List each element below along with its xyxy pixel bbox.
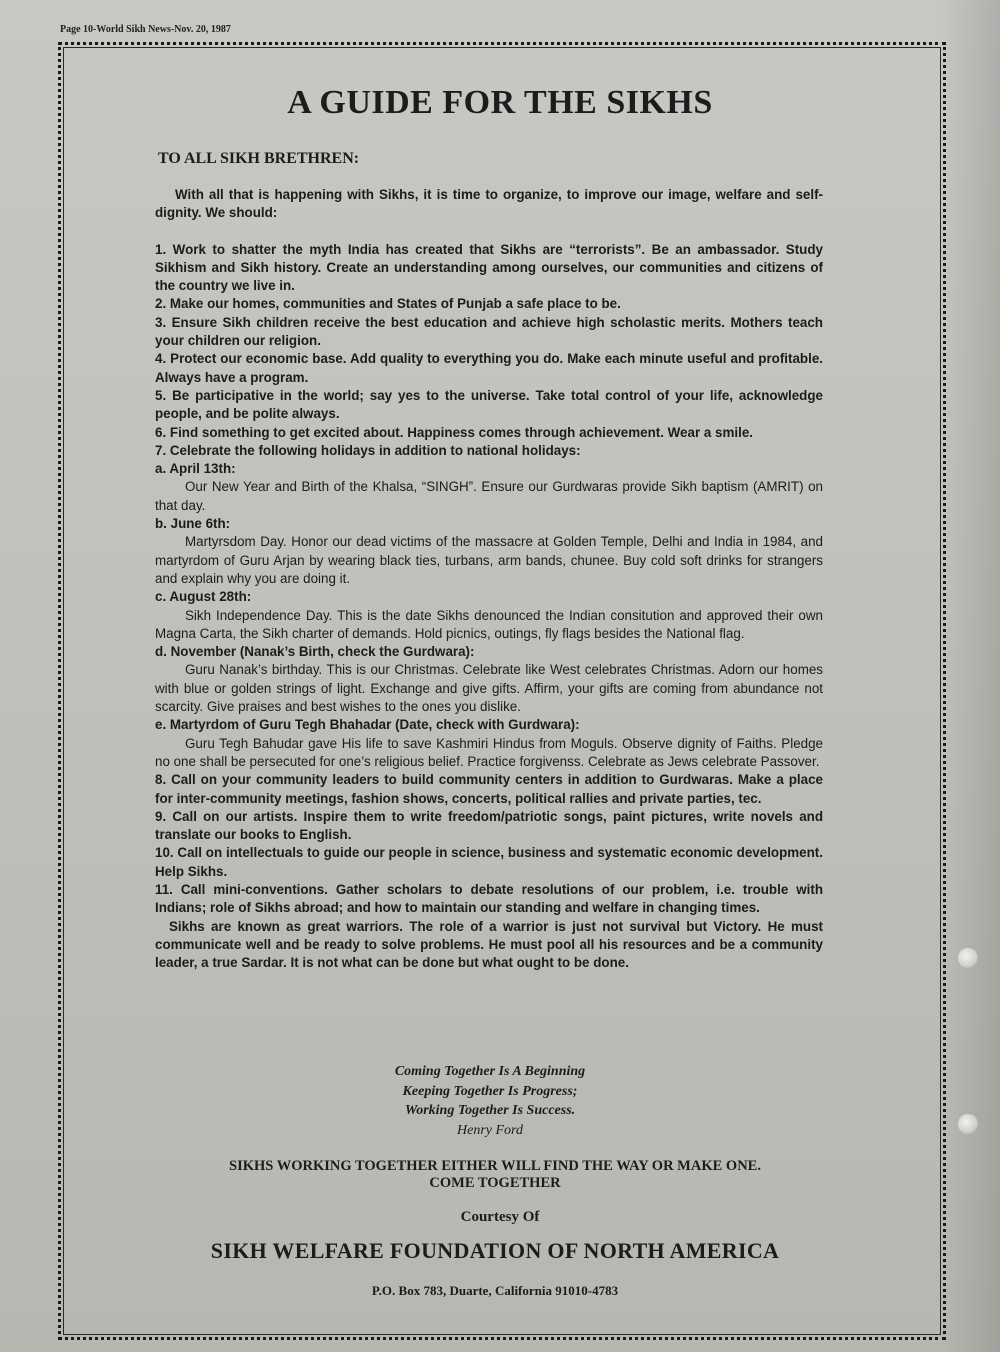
list-item: 10. Call on intellectuals to guide our people in science, business and systematic economic development. Help Sikhs. (155, 845, 823, 879)
list-item: 3. Ensure Sikh children receive the best education and achieve high scholastic merits. Mothers teach your children our religion. (155, 314, 823, 349)
slogan-line: COME TOGETHER (429, 1175, 561, 1191)
holiday-text: Sikh Independence Day. This is the date Sikhs denounced the Indian consitution and approved their own Magna Carta, the Sikh charter of demands. Hold picnics, outings, fly flags besides the National flag. (155, 607, 823, 641)
quote-line: Working Together Is Success. (404, 1103, 576, 1118)
holiday-heading: b. June 6th: (155, 516, 231, 532)
binder-hole (958, 948, 978, 968)
guide-body (155, 186, 823, 972)
list-item: 11. Call mini-conventions. Gather scholars to debate resolutions of our problem, i.e. trouble with Indians; role of Sikhs abroad; and how to maintain our standing and welfare in changing times. (155, 881, 823, 916)
henry-ford-quote (0, 1062, 980, 1140)
quote-line: Coming Together Is A Beginning (394, 1064, 586, 1079)
holiday-text: Martyrsdom Day. Honor our dead victims of the massacre at Golden Temple, Delhi and India in 1984, and martyrdom of Guru Arjan by wearing black ties, turbans, arm bands, chunee. Buy cold soft drinks for strangers and explain why you are doing it. (155, 534, 823, 586)
list-item: 7. Celebrate the following holidays in addition to national holidays: (155, 442, 581, 458)
holiday-heading: c. August 28th: (155, 589, 252, 605)
courtesy-label: Courtesy Of (460, 1209, 540, 1225)
quote-line: Keeping Together Is Progress; (402, 1083, 578, 1099)
closing-paragraph: Sikhs are known as great warriors. The role of a warrior is just not survival but Victory. He must communicate well and be ready to solve problems. He must pool all his resources and be a community leader, a true Sardar. It is not what can be done but what ought to be done. (155, 918, 823, 971)
holiday-heading: a. April 13th: (155, 461, 236, 477)
list-item: 4. Protect our economic base. Add quality to everything you do. Make each minute useful and profitable. Always have a program. (155, 351, 823, 385)
list-item: 5. Be participative in the world; say yes to the universe. Take total control of your life, acknowledge people, and be polite always. (155, 387, 823, 422)
holiday-text: Guru Tegh Bahudar gave His life to save Kashmiri Hindus from Moguls. Observe dignity of Faiths. Pledge no one shall be persecuted for one’s religious belief. Practice forgivenss. Celebrate as Jews celebrate Passover. (155, 735, 823, 769)
list-item: 8. Call on your community leaders to build community centers in addition to Gurdwaras. Make a place for inter-community meetings, fashion shows, concerts, political rallies and private parties, tec. (155, 772, 823, 806)
intro-paragraph: With all that is happening with Sikhs, it is time to organize, to improve our image, welfare and self-dignity. We should: (155, 187, 823, 221)
list-item: 2. Make our homes, communities and States of Punjab a safe place to be. (155, 296, 621, 312)
organization-name: SIKH WELFARE FOUNDATION OF NORTH AMERICA (210, 1238, 780, 1263)
holiday-heading: d. November (Nanak’s Birth, check the Gurdwara): (155, 644, 475, 660)
holiday-text: Our New Year and Birth of the Khalsa, “SINGH”. Ensure our Gurdwaras provide Sikh baptism (AMRIT) on that day. (155, 479, 823, 513)
quote-author: Henry Ford (457, 1122, 523, 1138)
organization-address: P.O. Box 783, Duarte, California 91010-4783 (371, 1283, 619, 1298)
slogan (0, 1158, 990, 1192)
list-item: 9. Call on our artists. Inspire them to write freedom/patriotic songs, paint pictures, write novels and translate our books to English. (155, 808, 823, 843)
slogan-line: SIKHS WORKING TOGETHER EITHER WILL FIND THE WAY OR MAKE ONE. (229, 1158, 761, 1174)
list-item: 1. Work to shatter the myth India has created that Sikhs are “terrorists”. Be an ambassador. Study Sikhism and Sikh history. Create an understanding among ourselves, our communities and citizens of the country we live in. (155, 241, 823, 294)
greeting: TO ALL SIKH BRETHREN: (158, 150, 360, 167)
list-item: 6. Find something to get excited about. Happiness comes through achievement. Wear a smile. (155, 424, 754, 440)
holiday-heading: e. Martyrdom of Guru Tegh Bhahadar (Date, check with Gurdwara): (155, 717, 580, 733)
page-title: A GUIDE FOR THE SIKHS (287, 84, 713, 121)
page-header: Page 10-World Sikh News-Nov. 20, 1987 (60, 24, 231, 35)
holiday-text: Guru Nanak’s birthday. This is our Christmas. Celebrate like West celebrates Christmas. Adorn our homes with blue or golden strings of light. Exchange and give gifts. Affirm, your gifts are coming from abundance not scarcity. Give praises and best wishes to the ones you dislike. (155, 662, 823, 715)
page-edge-shadow (940, 0, 1000, 1352)
